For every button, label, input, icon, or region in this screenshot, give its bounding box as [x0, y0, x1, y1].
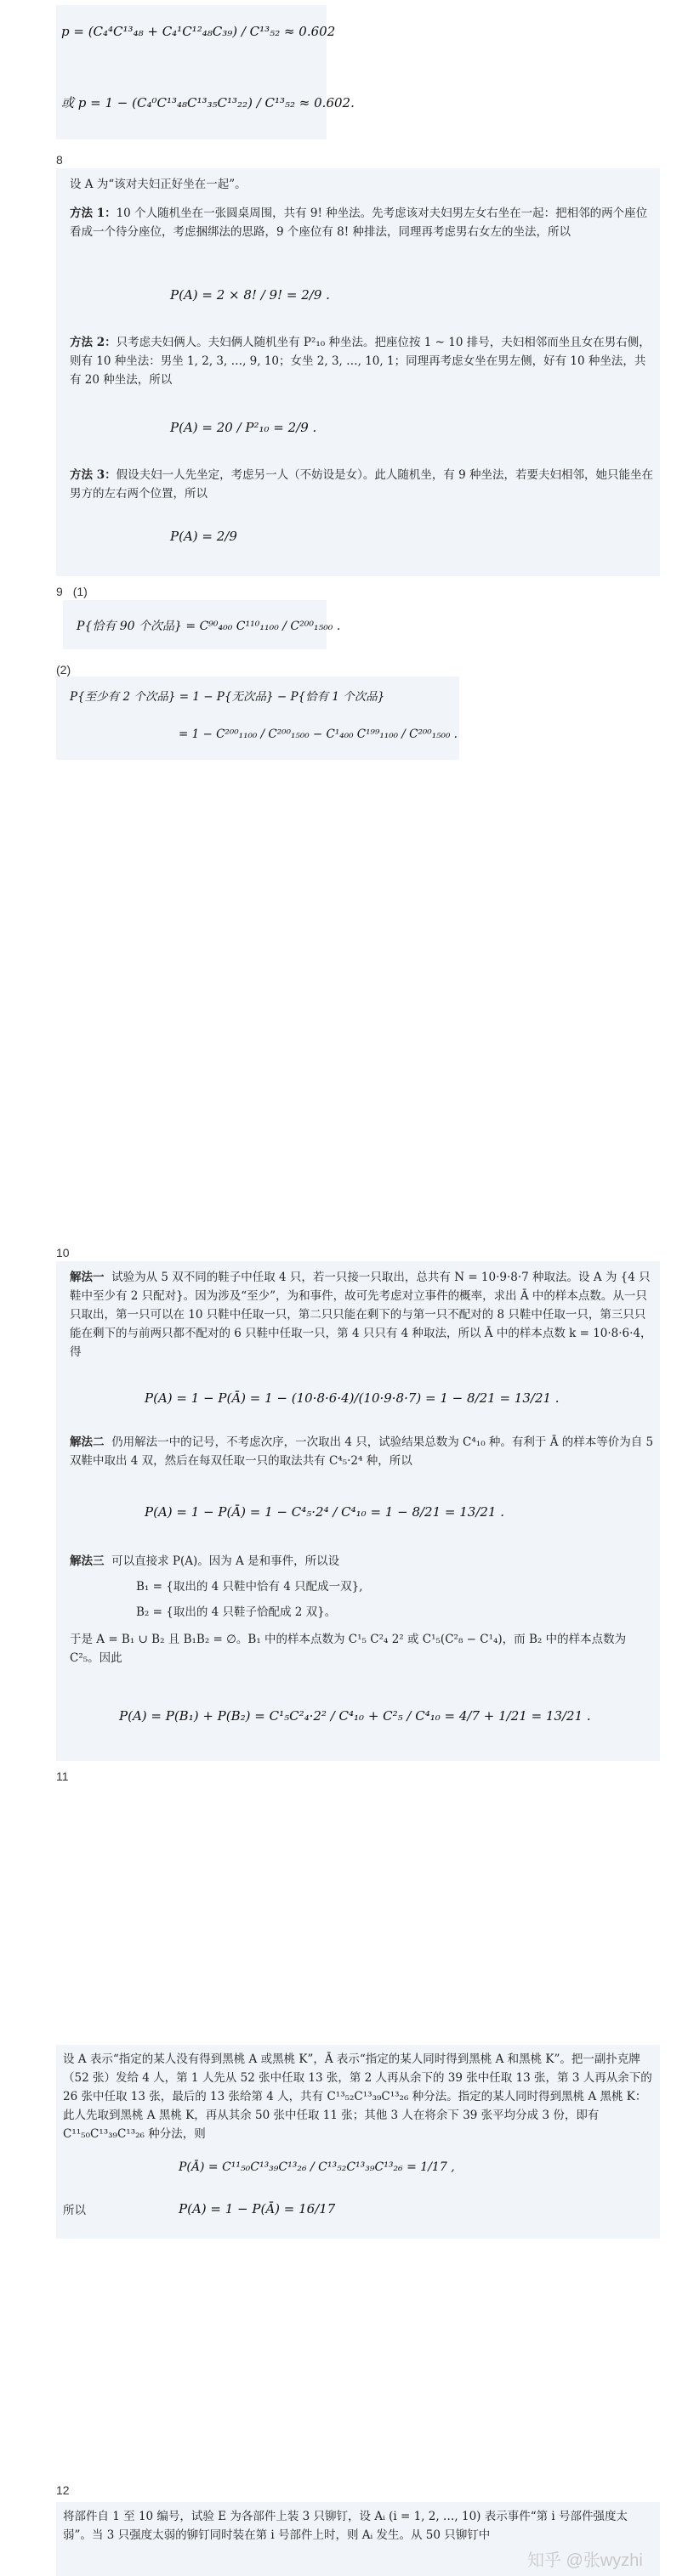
- s8-method3-text: 假设夫妇一人先坐定，考虑另一人（不妨设是女）。此人随机坐，有 9 种坐法，若要夫妇相邻，她只能坐在男方的左右两个位置，所以: [70, 468, 654, 501]
- s8-method3: [70, 466, 657, 503]
- s8-method2-formula: P(A) = 20 / P²₁₀ = 2/9 .: [170, 420, 317, 435]
- s10-solution2-label: 解法二: [70, 1435, 105, 1449]
- s10-solution1-formula: P(A) = 1 − P(Ā) = 1 − (10·8·6·4)/(10·9·8·7) = 1 − 8/21 = 13/21 .: [145, 1390, 560, 1406]
- s11-number: 11: [56, 1769, 69, 1783]
- s9-number: [56, 585, 88, 598]
- s10-solution1: [70, 1268, 657, 1362]
- s11-text: 设 A 表示“指定的某人没有得到黑桃 A 或黑桃 K”，Ā 表示“指定的某人同时得到黑桃 A 和黑桃 K”。把一副扑克牌（52 张）发给 4 人，第 1 人先从 52 张中任取 13 张，第 2 人再从余下的 39 张中任取 13 张，第 3 人再从余下的 26 张中任取 13 张，最后的 13 张给第 4 人，共有 C¹³₅₂C¹³₃₉C¹³₂₆ 种分法。指定的某人同时得到黑桃 A 黑桃 K：此人先取到黑桃 A 黑桃 K，再从其余 50 张中任取 11 张；其他 3 人在将余下 39 张平均分成 3 份，即有 C¹¹₅₀C¹³₃₉C¹³₂₆ 种分法，则: [63, 2052, 652, 2141]
- s9-part2: (2): [56, 663, 71, 677]
- s9-part1: (1): [72, 585, 88, 598]
- watermark: 知乎 @张wyzhi: [527, 2551, 643, 2570]
- s9-number-text: 9: [56, 585, 63, 598]
- s10-solution3-label: 解法三: [70, 1554, 105, 1568]
- s10-solution2: [70, 1433, 657, 1470]
- s11-so: 所以: [63, 2204, 86, 2217]
- s8-intro: 设 A 为“该对夫妇正好坐在一起”。: [70, 178, 247, 191]
- s10-number: 10: [56, 1246, 70, 1260]
- s8-method3-label: 方法 3：: [70, 468, 117, 482]
- s9-part2-formula-a: P{至少有 2 个次品} = 1 − P{无次品} − P{恰有 1 个次品}: [70, 690, 385, 704]
- s7-formula-1: p = (C₄⁴C¹³₄₈ + C₄¹C¹²₄₈C₃₉) / C¹³₅₂ ≈ 0.602: [61, 24, 336, 39]
- s8-method1: [70, 204, 657, 241]
- s8-method2: [70, 333, 657, 389]
- s10-solution2-formula: P(A) = 1 − P(Ā) = 1 − C⁴₅·2⁴ / C⁴₁₀ = 1 − 8/21 = 13/21 .: [145, 1504, 505, 1520]
- s9-part1-formula: P{恰有 90 个次品} = C⁹⁰₄₀₀ C¹¹⁰₁₁₀₀ / C²⁰⁰₁₅₀₀ .: [77, 620, 341, 633]
- s8-method1-formula: P(A) = 2 × 8! / 9! = 2/9 .: [170, 287, 330, 303]
- s11-formula-2: P(A) = 1 − P(Ā) = 16/17: [179, 2201, 336, 2216]
- s12-text: 将部件自 1 至 10 编号，试验 E 为各部件上装 3 只铆钉，设 Aᵢ (i = 1, 2, …, 10) 表示事件“第 i 号部件强度太弱”。当 3 只强度太弱的铆钉同时装在第 i 号部件上时，则 Aᵢ 发生。从 50 只铆钉中: [63, 2510, 628, 2542]
- s10-solution3: [70, 1552, 657, 1571]
- s8-method2-text: 只考虑夫妇俩人。夫妇俩人随机坐有 P²₁₀ 种坐法。把座位按 1 ~ 10 排号，夫妇相邻而坐且女在男右侧，则有 10 种坐法：男坐 1, 2, 3, …, 9, 10；女坐 2, 3, …, 10, 1；同理再考虑女坐在男左侧，好有 10 种坐法，共有 20 种坐法，所以: [70, 336, 651, 387]
- s9-part2-formula-b: = 1 − C²⁰⁰₁₁₀₀ / C²⁰⁰₁₅₀₀ − C¹₄₀₀ C¹⁹⁹₁₁₀₀ / C²⁰⁰₁₅₀₀ .: [179, 728, 458, 741]
- s10-solution3-formula: P(A) = P(B₁) + P(B₂) = C¹₅C²₄·2² / C⁴₁₀ + C²₅ / C⁴₁₀ = 4/7 + 1/21 = 13/21 .: [119, 1708, 591, 1724]
- s10-solution2-text: 仍用解法一中的记号，不考虑次序，一次取出 4 只，试验结果总数为 C⁴₁₀ 种。有利于 Ā 的样本等价为自 5 双鞋中取出 4 双，然后在每双任取一只的取法共有 C⁴₅·2⁴ 种，所以: [70, 1435, 654, 1468]
- s11-formula-1: P(Ā) = C¹¹₅₀C¹³₃₉C¹³₂₆ / C¹³₅₂C¹³₃₉C¹³₂₆ = 1/17 ,: [179, 2160, 455, 2174]
- s8-method2-label: 方法 2：: [70, 336, 117, 349]
- s7-formula-2: 或 p = 1 − (C₄⁰C¹³₄₈C¹³₃₅C¹³₂₂) / C¹³₅₂ ≈ 0.602.: [61, 95, 355, 110]
- s8-method3-formula: P(A) = 2/9: [170, 529, 237, 544]
- s10-solution3-text: 可以直接求 P(A)。因为 A 是和事件，所以设: [111, 1554, 340, 1568]
- s10-solution3-cont: 于是 A = B₁ ∪ B₂ 且 B₁B₂ = ∅。B₁ 中的样本点数为 C¹₅ C²₄ 2² 或 C¹₅(C²₈ − C¹₄)，而 B₂ 中的样本点数为 C²₅。因此: [70, 1633, 627, 1665]
- s12-number: 12: [56, 2483, 70, 2497]
- s10-solution1-label: 解法一: [70, 1271, 105, 1284]
- s8-method1-text: 10 个人随机坐在一张圆桌周围，共有 9! 种坐法。先考虑该对夫妇男左女右坐在一起：把相邻的两个座位看成一个待分座位，考虑捆绑法的思路，9 个座位有 8! 种排法，同理再考虑男右女左的坐法，所以: [70, 207, 648, 239]
- s10-event-b2: B₂ = {取出的 4 只鞋子恰配成 2 双}。: [136, 1605, 337, 1619]
- s8-method1-label: 方法 1：: [70, 207, 117, 220]
- s10-event-b1: B₁ = {取出的 4 只鞋中恰有 4 只配成一双},: [136, 1580, 363, 1594]
- s8-number: 8: [56, 153, 63, 167]
- s10-solution1-text: 试验为从 5 双不同的鞋子中任取 4 只，若一只接一只取出，总共有 N = 10·9·8·7 种取法。设 A 为 {4 只鞋中至少有 2 只配对}。因为涉及“至少”，为和事件，故可先考虑对立事件的概率，求出 Ā 中的样本点数。从一只只取出，第一只可以在 10 只鞋中任取一只，第二只只能在剩下的与第一只不配对的 8 只鞋中任取一只，第三只只能在剩下的与前两只都不配对的 6 只鞋中任取一只，第 4 只只有 4 种取法，所以 Ā 中的样本点数 k = 10·8·6·4，得: [70, 1271, 652, 1359]
